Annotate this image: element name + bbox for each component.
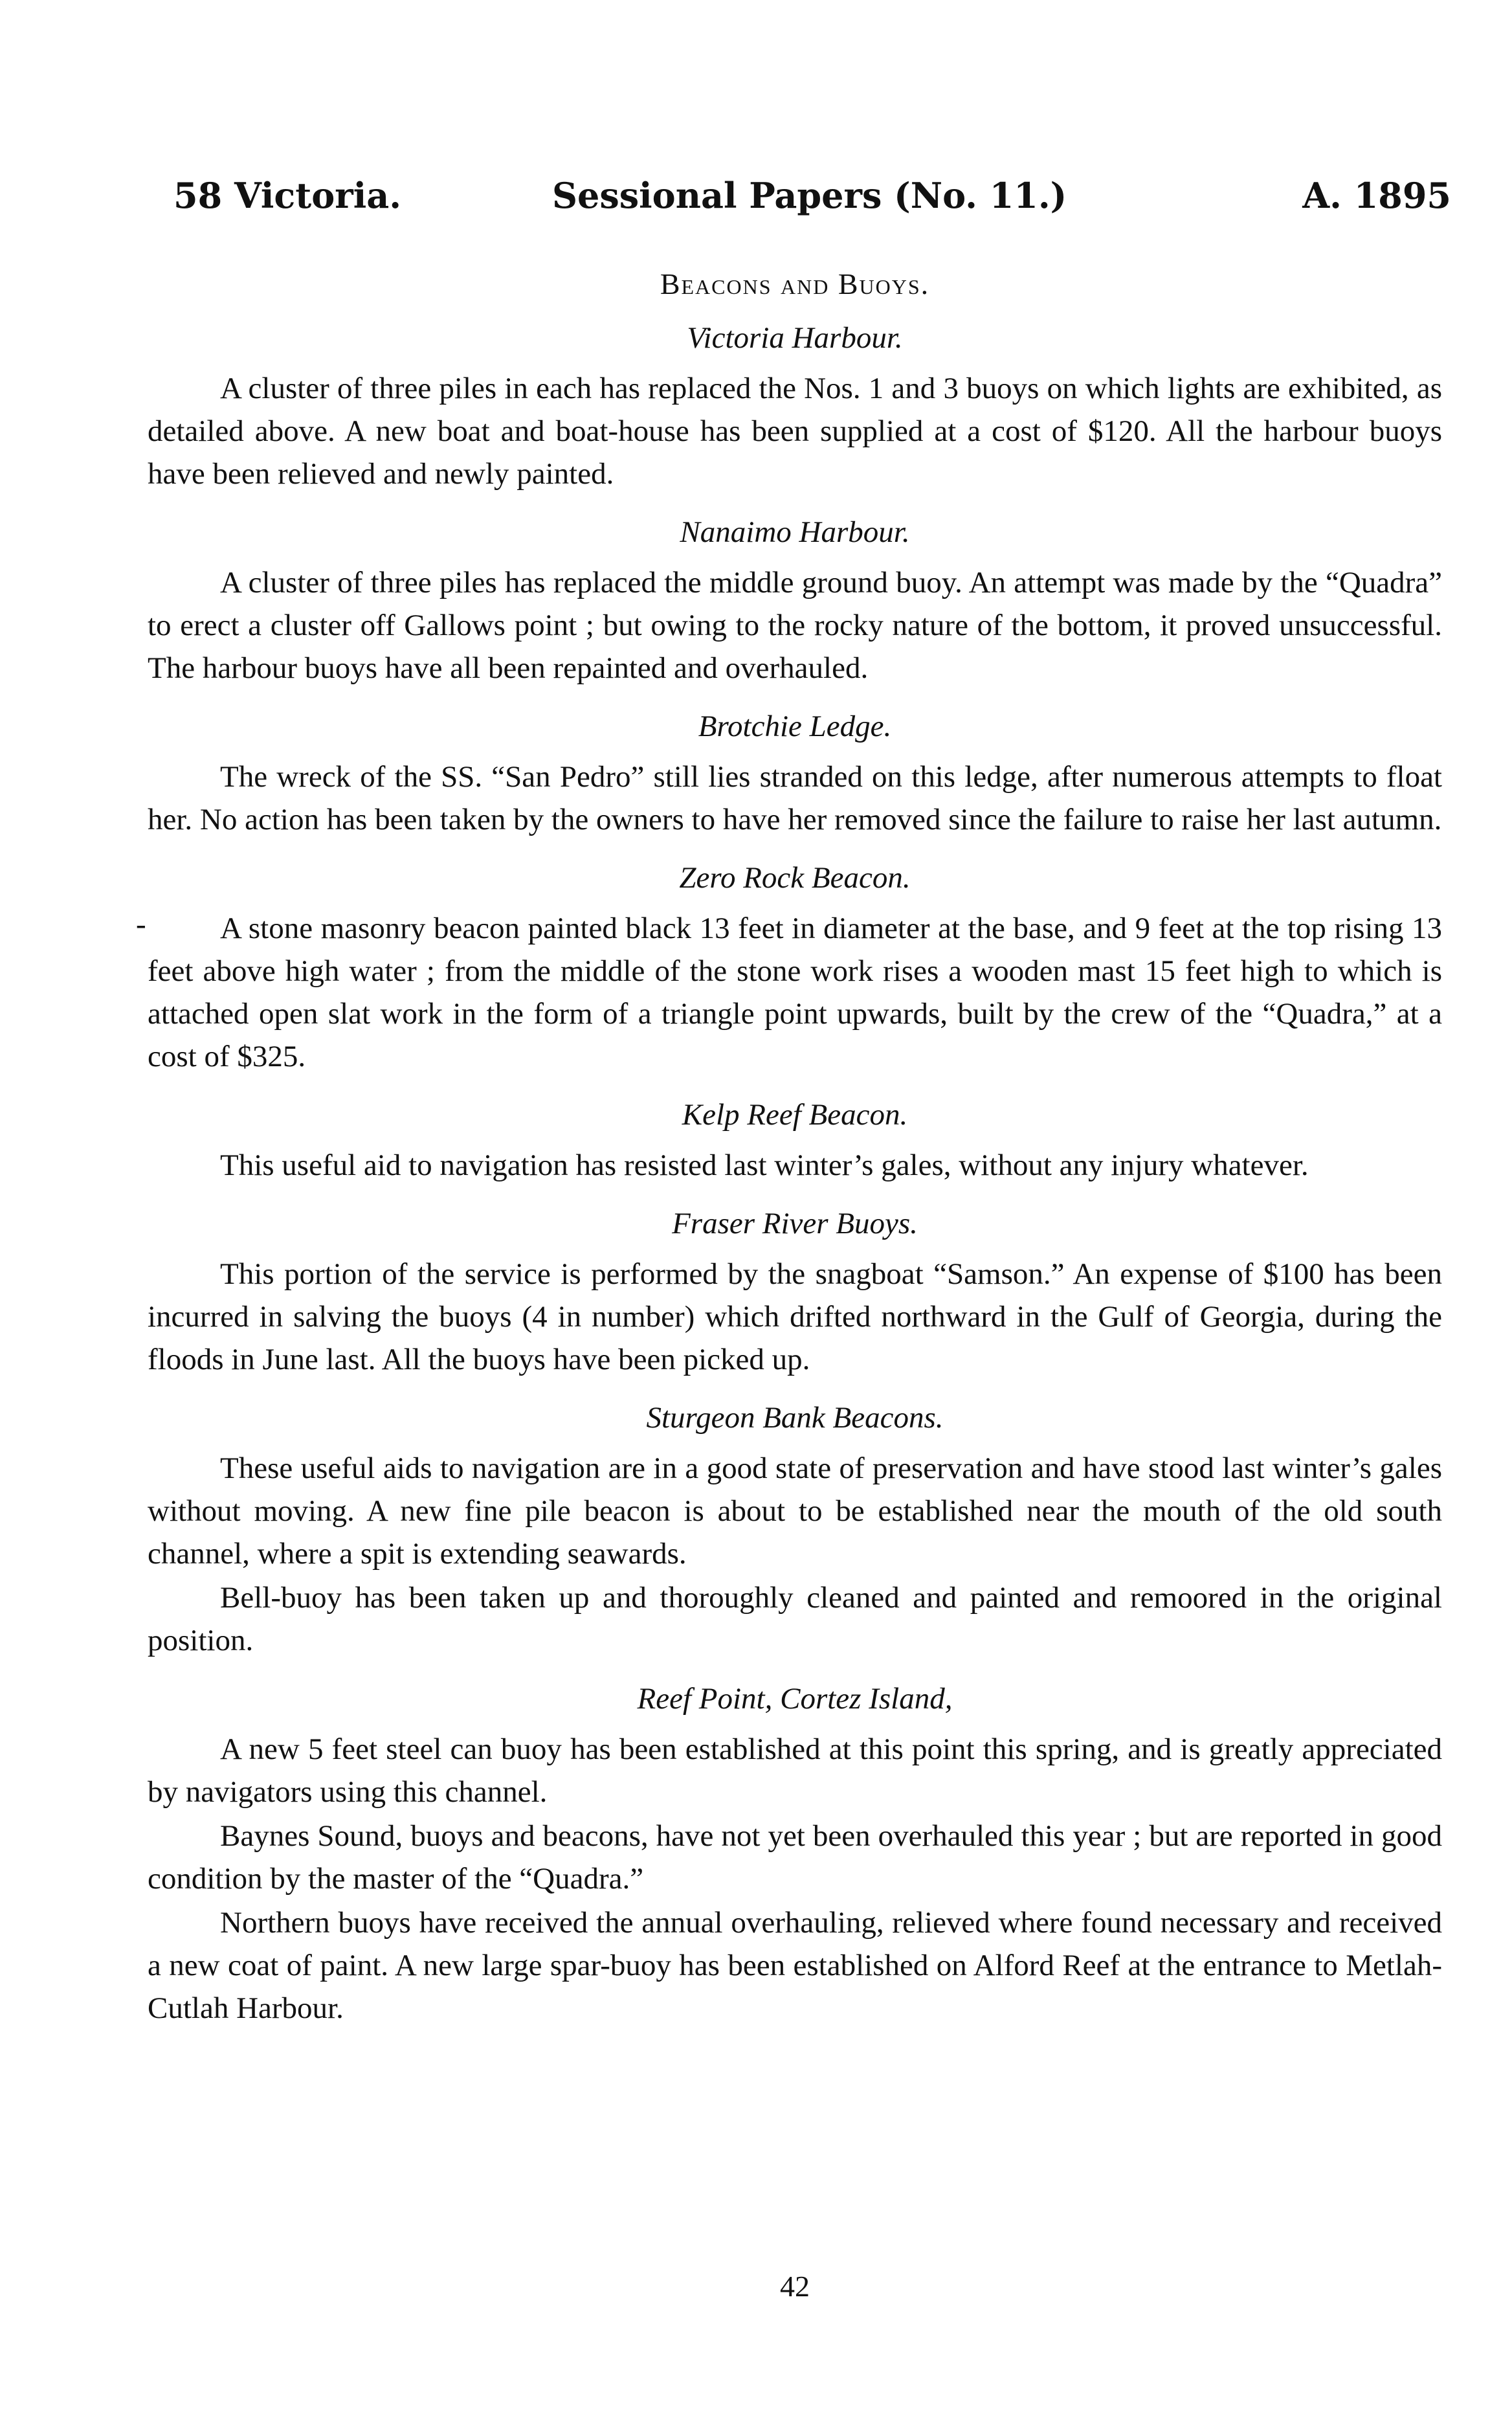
document-page: [136, 175, 1451, 2303]
section-title: Beacons and Buoys.: [660, 267, 930, 300]
paragraph: Bell-buoy has been taken up and thoroughly cleaned and painted and remoored in the original position.: [148, 1581, 1442, 1657]
paragraph: This useful aid to navigation has resisted last winter’s gales, without any injury whatever.: [220, 1148, 1309, 1182]
subhead: Kelp Reef Beacon.: [682, 1098, 908, 1132]
header-year: A. 1895: [1302, 175, 1451, 216]
page-number: 42: [780, 2270, 810, 2303]
section-reef-point-cortez-island: [148, 1681, 1442, 2030]
subhead: Zero Rock Beacon.: [679, 861, 911, 895]
section-brotchie-ledge: [148, 709, 1442, 841]
subhead: Fraser River Buoys.: [672, 1207, 918, 1240]
subhead: Victoria Harbour.: [687, 321, 903, 355]
paragraph: A cluster of three piles in each has replaced the Nos. 1 and 3 buoys on which lights are exhibited, as detailed above. A new boat and boat-house has been supplied at a cost of $120. All the harbour buoys have been relieved and newly painted.: [148, 372, 1442, 491]
paragraph: A stone masonry beacon painted black 13 feet in diameter at the base, and 9 feet at the top rising 13 feet above high water ; from the middle of the stone work rises a wooden mast 15 feet high to which is attached open slat work in the form of a triangle point upwards, built by the crew of the “Quadra,” at a cost of $325.: [148, 912, 1442, 1073]
section-sturgeon-bank-beacons: [148, 1400, 1442, 1662]
paragraph-wrapper: [136, 907, 1442, 1078]
section-nanaimo-harbour: [148, 515, 1442, 689]
paragraph: A cluster of three piles has replaced the middle ground buoy. An attempt was made by the “Quadra” to erect a cluster off Gallows point ; but owing to the rocky nature of the bottom, it proved unsuccessful. The harbour buoys have all been repainted and overhauled.: [148, 566, 1442, 685]
paragraph: A new 5 feet steel can buoy has been established at this point this spring, and is greatly appreciated by navigators using this channel.: [148, 1732, 1442, 1809]
section-kelp-reef-beacon: [148, 1097, 1442, 1187]
header-title: Sessional Papers (No. 11.): [552, 175, 1067, 216]
paragraph: Baynes Sound, buoys and beacons, have not yet been overhauled this year ; but are reported in good condition by the master of the “Quadra.”: [148, 1819, 1442, 1896]
subhead: Sturgeon Bank Beacons.: [646, 1401, 944, 1435]
stray-dash-mark: -: [136, 908, 146, 941]
subhead: Reef Point, Cortez Island,: [637, 1682, 953, 1716]
paragraph: Northern buoys have received the annual overhauling, relieved where found necessary and received a new coat of paint. A new large spar-buoy has been established on Alford Reef at the entrance to Metlah-Cutlah Harbour.: [148, 1906, 1442, 2025]
subhead: Nanaimo Harbour.: [680, 515, 910, 549]
section-zero-rock-beacon: [136, 860, 1442, 1078]
section-victoria-harbour: [148, 320, 1442, 495]
header-volume: 58 Victoria.: [173, 175, 402, 216]
paragraph: These useful aids to navigation are in a good state of preservation and have stood last winter’s gales without moving. A new fine pile beacon is about to be established near the mouth of the old south channel, where a spit is extending seawards.: [148, 1451, 1442, 1571]
paragraph: The wreck of the SS. “San Pedro” still lies stranded on this ledge, after numerous attempts to float her. No action has been taken by the owners to have her removed since the failure to raise her last autumn.: [148, 760, 1442, 836]
section-fraser-river-buoys: [148, 1206, 1442, 1381]
paragraph: This portion of the service is performed by the snagboat “Samson.” An expense of $100 has been incurred in salving the buoys (4 in number) which drifted northward in the Gulf of Georgia, during the floods in June last. All the buoys have been picked up.: [148, 1257, 1442, 1376]
subhead: Brotchie Ledge.: [698, 710, 892, 743]
running-header: [148, 175, 1451, 233]
